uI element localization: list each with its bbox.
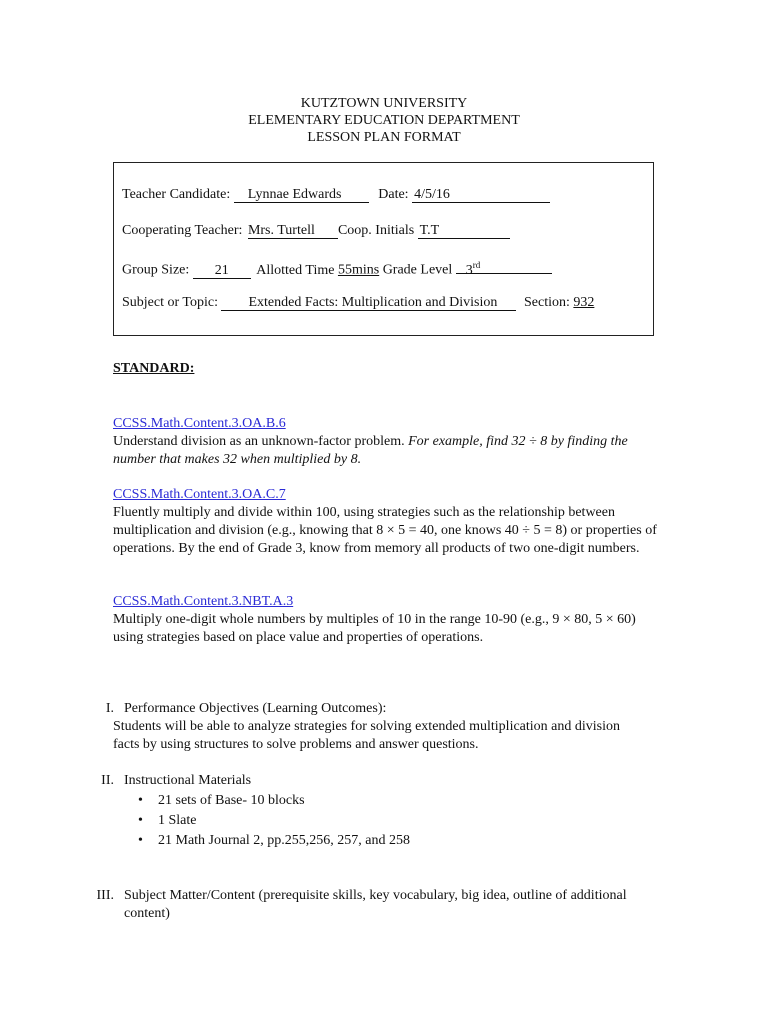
section-2-number: II. (101, 773, 114, 788)
section-1-number: I. (105, 701, 114, 716)
standard-text-2: Fluently multiply and divide within 100, using strategies such as the relationship between multiplication and division (e.g., knowing that 8 × 5 = 40, one knows 40 ÷ 5 = 8) or properties of operations. By the end of Grade 3, know from memory all products of two one-digit numbers. (113, 505, 657, 556)
grade-field[interactable] (456, 258, 552, 278)
list-item: • 21 sets of Base- 10 blocks (132, 791, 410, 811)
coop-label: Cooperating Teacher: (122, 223, 243, 238)
standard-text-1: Understand division as an unknown-factor problem. (113, 434, 409, 449)
group-field[interactable] (193, 263, 251, 279)
subject-field[interactable] (221, 295, 516, 311)
teacher-label: Teacher Candidate: (122, 187, 231, 202)
subject-value: Extended Facts: Multiplication and Division (248, 295, 498, 310)
section-value[interactable]: 932 (573, 295, 595, 310)
standard-title: STANDARD: (113, 361, 195, 376)
time-value[interactable]: 55mins (337, 262, 380, 278)
standard-item-1 (113, 415, 658, 469)
standard-example-1: For example, find 32 ÷ 8 by finding the number that makes 32 when multiplied by 8. (113, 434, 628, 467)
teacher-value: Lynnae Edwards (247, 187, 342, 202)
department-name: ELEMENTARY EDUCATION DEPARTMENT (248, 113, 520, 128)
teacher-field[interactable] (234, 187, 369, 203)
grade-suffix: rd (472, 260, 481, 270)
standard-link-3[interactable]: CCSS.Math.Content.3.NBT.A.3 (113, 594, 294, 609)
date-label: Date: (378, 187, 409, 202)
group-label: Group Size: (122, 262, 190, 278)
section-3-title: Subject Matter/Content (prerequisite skills, key vocabulary, big idea, outline of additional content) (124, 888, 627, 921)
teacher-row (122, 186, 550, 204)
list-item: • 1 Slate (132, 811, 410, 831)
date-field[interactable] (412, 187, 550, 203)
grade-label: Grade Level (382, 262, 453, 278)
subject-label: Subject or Topic: (122, 295, 218, 310)
coop-value: Mrs. Turtell (247, 223, 315, 238)
group-value: 21 (214, 262, 229, 278)
group-row (122, 258, 552, 280)
standard-link-2[interactable]: CCSS.Math.Content.3.OA.C.7 (113, 487, 286, 502)
coop-initials-label: Coop. Initials (337, 223, 415, 238)
document-header (0, 95, 768, 146)
coop-initials-field[interactable] (418, 223, 510, 239)
subject-row (122, 294, 594, 312)
section-2-title: Instructional Materials (124, 773, 252, 788)
list-item: • 21 Math Journal 2, pp.255,256, 257, and 258 (132, 831, 410, 851)
standard-item-3 (113, 593, 658, 647)
grade-value: 3 (465, 262, 473, 278)
coop-initials-value: T.T (419, 223, 440, 238)
standard-link-1[interactable]: CCSS.Math.Content.3.OA.B.6 (113, 416, 286, 431)
standard-text-3: Multiply one-digit whole numbers by multiples of 10 in the range 10-90 (e.g., 9 × 80, 5 × 60) using strategies based on place value and properties of operations. (113, 612, 636, 645)
document-title: LESSON PLAN FORMAT (307, 130, 461, 145)
university-name: KUTZTOWN UNIVERSITY (300, 96, 468, 111)
date-value: 4/5/16 (414, 187, 450, 202)
section-1-body: Students will be able to analyze strategies for solving extended multiplication and division facts by using structures to solve problems and answer questions. (113, 719, 621, 752)
time-label: Allotted Time (256, 262, 335, 278)
coop-row (122, 222, 510, 240)
standard-item-2 (113, 486, 658, 558)
section-label: Section: (523, 295, 570, 310)
coop-field[interactable] (248, 223, 338, 239)
section-1-title: Performance Objectives (Learning Outcomes): (124, 701, 387, 716)
section-3-number: III. (96, 888, 114, 903)
materials-list (132, 791, 410, 851)
